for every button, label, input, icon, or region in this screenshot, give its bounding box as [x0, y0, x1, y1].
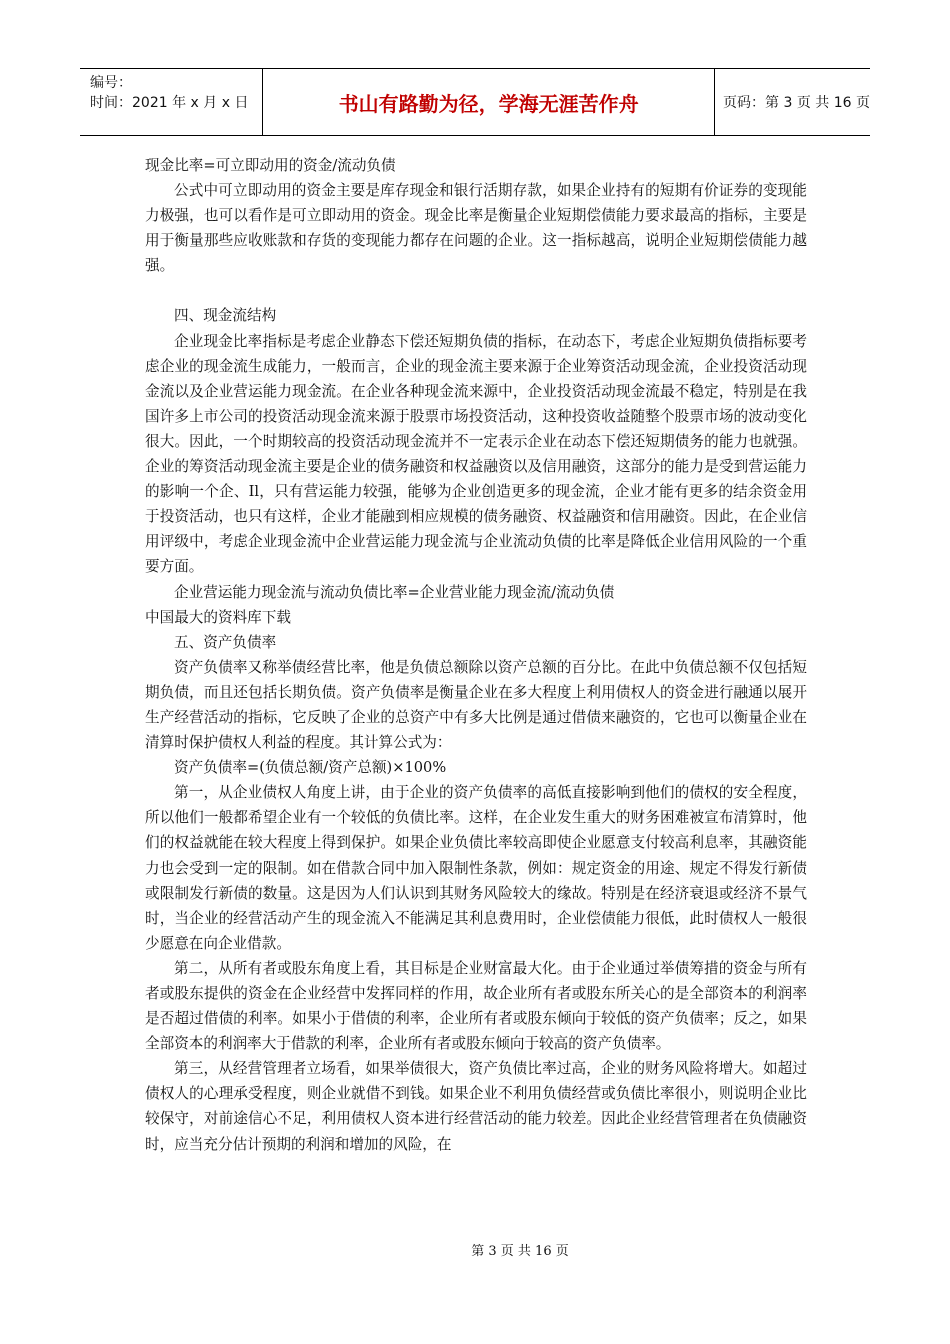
- formula-operating-cashflow-ratio: 企业营运能力现金流与流动负债比率=企业营业能力现金流/流动负债: [174, 583, 615, 601]
- page-header: [80, 68, 870, 136]
- header-motto: 书山有路勤为径，学海无涯苦作舟: [263, 69, 715, 135]
- header-page-info: 页码：第 3 页 共 16 页: [723, 95, 870, 111]
- header-number-label: 编号：: [90, 75, 132, 91]
- section-heading-4: 四、现金流结构: [174, 307, 277, 325]
- paragraph: 企业现金比率指标是考虑企业静态下偿还短期负债的指标，在动态下，考虑企业短期负债指标要考虑企业的现金流生成能力，一般而言，企业的现金流主要来源于企业筹资活动现金流，企业投资活动现金流以及企业营运能力现金流。在企业各种现金流来源中，企业投资活动现金流最不稳定，特别是在我国许多上市公司的投资活动现金流来源于股票市场投资活动，这种投资收益随整个股票市场的波动变化很大。因此，一个时期较高的投资活动现金流并不一定表示企业在动态下偿还短期债务的能力也就强。企业的筹资活动现金流主要是企业的债务融资和权益融资以及信用融资，这部分的能力是受到营运能力的影响一个企、Il，只有营运能力较强，能够为企业创造更多的现金流，企业才能有更多的结余资金用于投资活动，也只有这样，企业才能融到相应规模的债务融资、权益融资和信用融资。因此，在企业信用评级中，考虑企业现金流中企业营运能力现金流与企业流动负债的比率是降低企业信用风险的一个重要方面。: [145, 332, 807, 576]
- formula-cash-ratio: 现金比率=可立即动用的资金/流动负债: [145, 157, 396, 174]
- document-body: [145, 153, 807, 1157]
- formula-debt-ratio: 资产负债率=(负债总额/资产总额)×100%: [174, 759, 447, 777]
- paragraph: 公式中可立即动用的资金主要是库存现金和银行活期存款，如果企业持有的短期有价证券的变现能力极强，也可以看作是可立即动用的资金。现金比率是衡量企业短期偿债能力要求最高的指标，主要是用于衡量那些应收账款和存货的变现能力都存在问题的企业。这一指标越高，说明企业短期偿债能力越强。: [145, 182, 807, 275]
- paragraph: 第三，从经营管理者立场看，如果举债很大，资产负债比率过高，企业的财务风险将增大。如超过债权人的心理承受程度，则企业就借不到钱。如果企业不利用负债经营或负债比率很小，则说明企业比较保守，对前途信心不足，利用债权人资本进行经营活动的能力较差。因此企业经营管理者在负债融资时，应当充分估计预期的利润和增加的风险，在: [145, 1060, 807, 1153]
- paragraph-gap: [145, 278, 807, 303]
- download-note: 中国最大的资料库下载: [145, 608, 291, 626]
- paragraph: 第一，从企业债权人角度上讲，由于企业的资产负债率的高低直接影响到他们的债权的安全程度，所以他们一般都希望企业有一个较低的负债比率。这样，在企业发生重大的财务困难被宣布清算时，他们的权益就能在较大程度上得到保护。如果企业负债比率较高即使企业愿意支付较高利息率，其融资能力也会受到一定的限制。如在借款合同中加入限制性条款，例如：规定资金的用途、规定不得发行新债或限制发行新债的数量。这是因为人们认识到其财务风险较大的缘故。特别是在经济衰退或经济不景气时，当企业的经营活动产生的现金流入不能满足其利息费用时，企业偿债能力很低，此时债权人一般很少愿意在向企业借款。: [145, 784, 807, 952]
- page-footer: 第 3 页 共 16 页: [471, 1244, 569, 1259]
- paragraph: 资产负债率又称举债经营比率，他是负债总额除以资产总额的百分比。在此中负债总额不仅包括短期负债，而且还包括长期负债。资产负债率是衡量企业在多大程度上利用债权人的资金进行融通以展开生产经营活动的指标，它反映了企业的总资产中有多大比例是通过借债来融资的，它也可以衡量企业在清算时保护债权人利益的程度。其计算公式为：: [145, 658, 807, 752]
- paragraph: 第二，从所有者或股东角度上看，其目标是企业财富最大化。由于企业通过举债筹措的资金与所有者或股东提供的资金在企业经营中发挥同样的作用，故企业所有者或股东所关心的是全部资本的利润率是否超过借债的利率。如果小于借债的利率，企业所有者或股东倾向于较低的资产负债率；反之，如果全部资本的利润率大于借款的利率，企业所有者或股东倾向于较高的资产负债率。: [145, 959, 807, 1053]
- section-heading-5: 五、资产负债率: [174, 633, 277, 651]
- header-meta: [80, 69, 263, 135]
- header-date-label: 时间：2021 年 x 月 x 日: [90, 95, 249, 111]
